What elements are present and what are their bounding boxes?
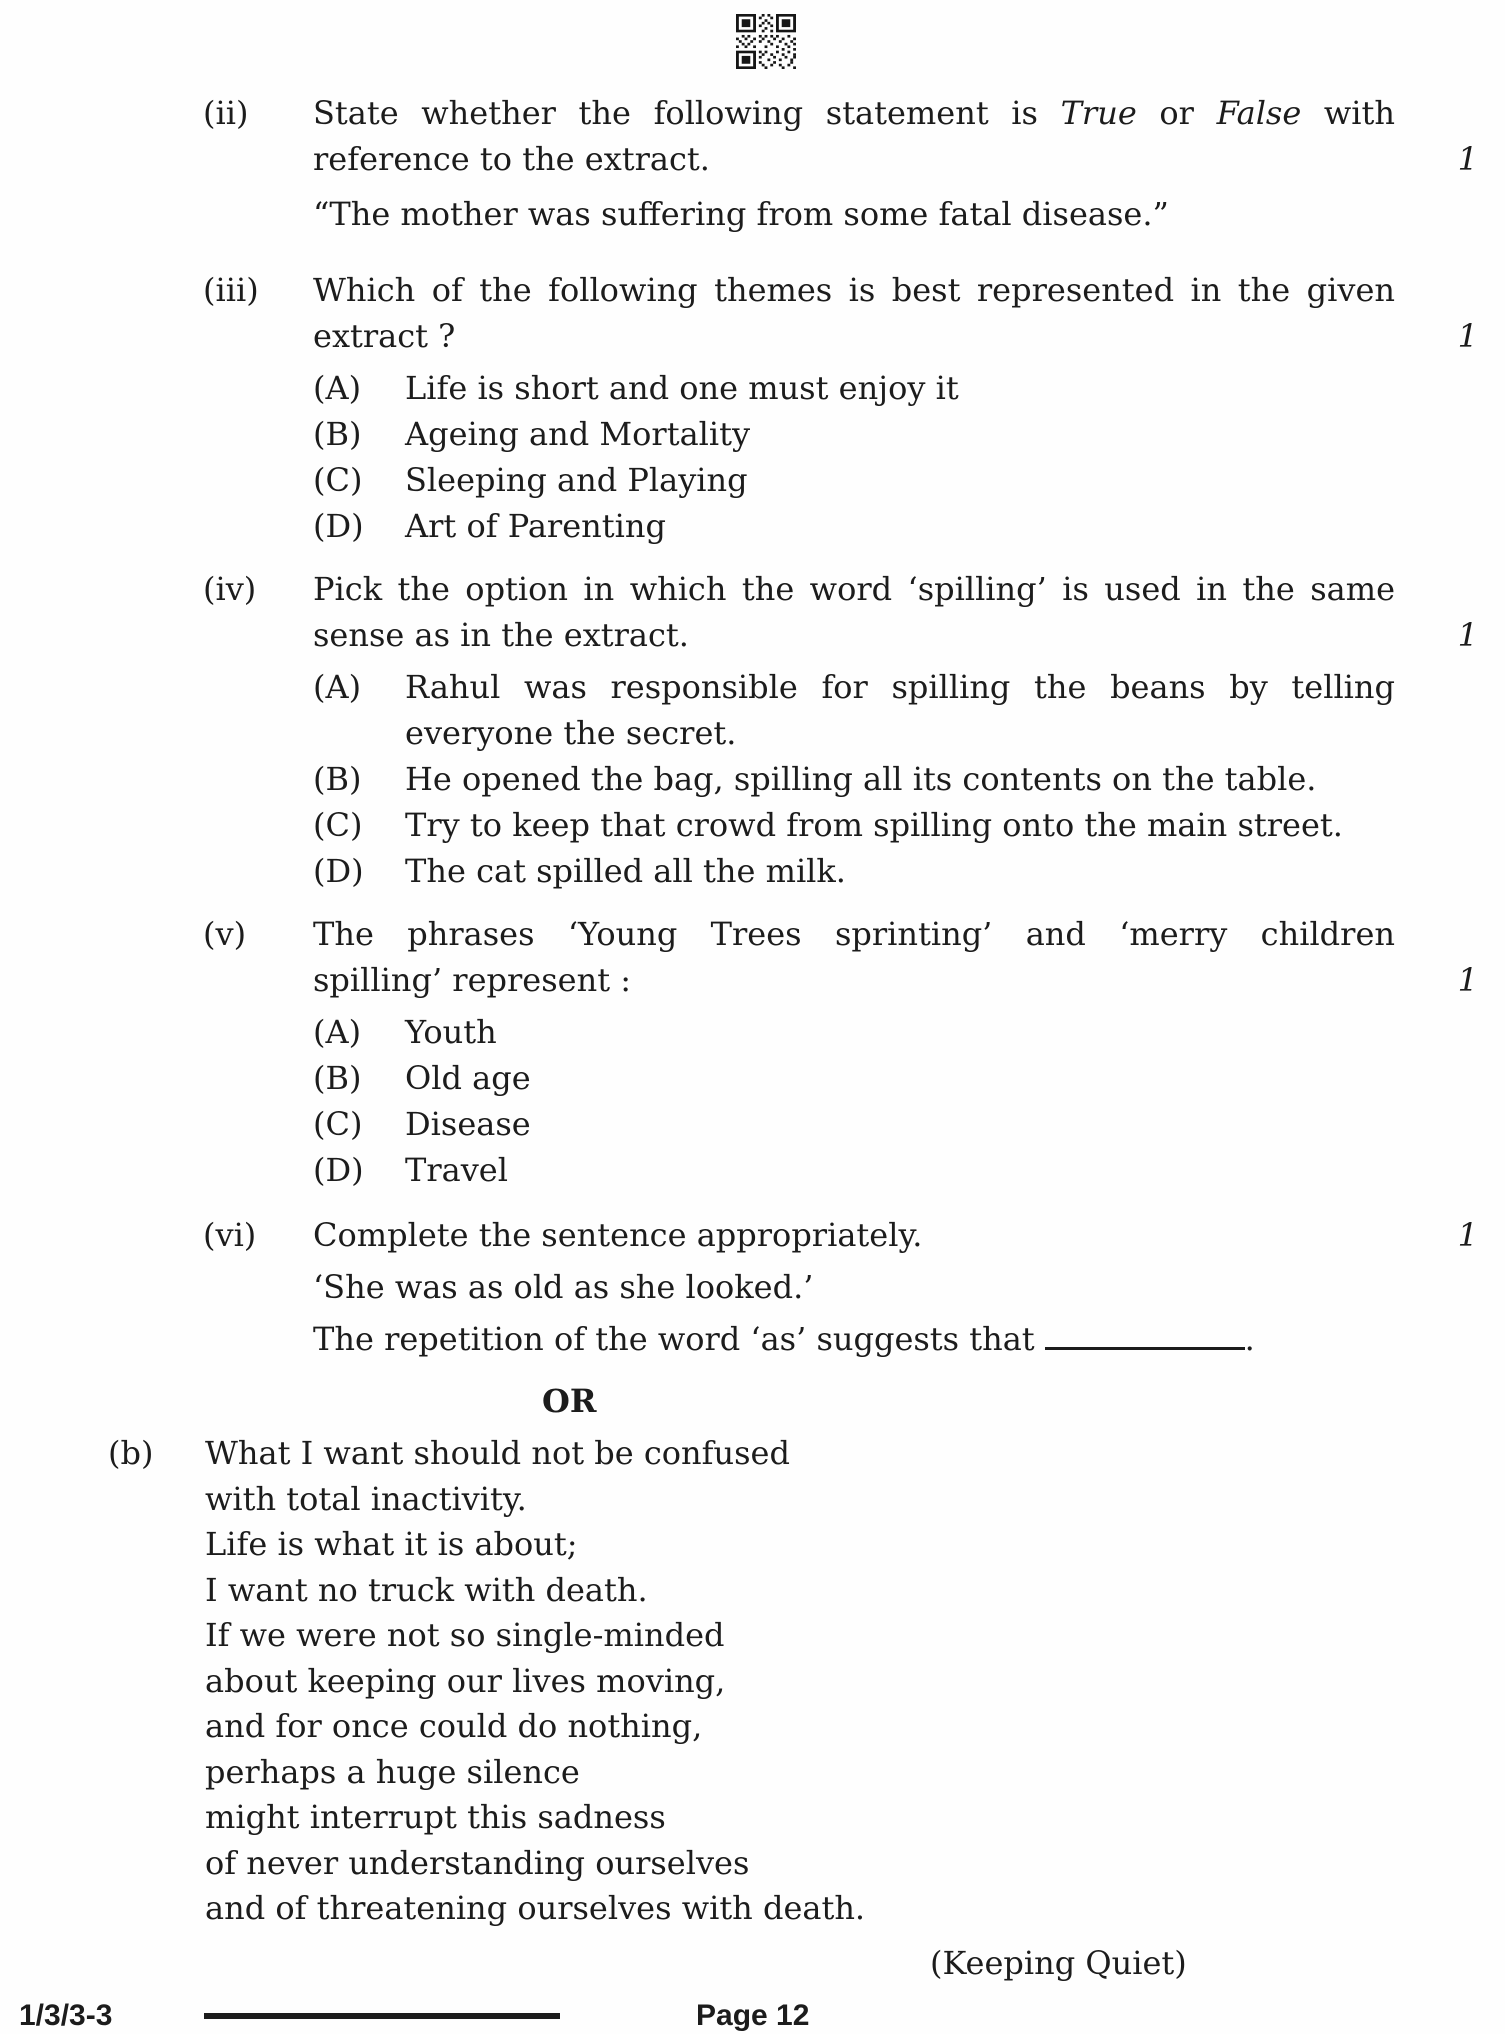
page-number: Page 12 [696,1999,810,2032]
question-text: or [1136,94,1217,132]
marks-badge: 1 [1457,317,1478,355]
option-text: Try to keep that crowd from spilling onto the main street. [405,806,1343,844]
italic-word-true: True [1060,94,1137,132]
option-text: Art of Parenting [405,507,666,545]
quoted-sentence: ‘She was as old as she looked.’ [313,1268,814,1306]
option-b [313,756,1395,802]
question-number: (v) [203,915,247,953]
poem-line: about keeping our lives moving, [205,1661,726,1700]
part-b [108,1431,1505,1932]
question-text-line: reference to the extract. [313,140,710,178]
or-separator: OR [542,1382,597,1420]
poem-line: of never understanding ourselves [205,1843,750,1882]
paper-code: 1/3/3-3 [19,1999,113,2032]
option-label: (A) [313,668,362,706]
option-label: (D) [313,1151,364,1189]
question-text-line [313,90,1395,136]
option-a [313,1009,1395,1055]
option-text: Old age [405,1059,531,1097]
poem-line: I want no truck with death. [205,1570,648,1609]
question-number: (iv) [203,570,257,608]
poem-line: What I want should not be confused [205,1434,790,1472]
option-label: (B) [313,1059,362,1097]
option-text: The cat spilled all the milk. [405,852,846,890]
italic-word-false: False [1216,94,1302,132]
option-a [313,365,1395,411]
option-label: (B) [313,415,362,453]
completion-text: The repetition of the word ‘as’ suggests that [313,1320,1035,1358]
poem-line: If we were not so single-minded [205,1616,725,1654]
question-body [313,566,1395,894]
question-text-line: The phrases ‘Young Trees sprinting’ and ‘merry children [313,915,1395,953]
option-c [313,457,1395,503]
quoted-statement: “The mother was suffering from some fatal disease.” [313,195,1169,233]
options-list [313,664,1395,894]
option-text-line: everyone the secret. [405,714,737,752]
poem-source: (Keeping Quiet) [930,1943,1187,1982]
option-c [313,1101,1395,1147]
question-iv [203,566,1505,894]
marks-badge: 1 [1457,616,1478,654]
option-label: (C) [313,1105,363,1143]
question-number: (ii) [203,94,249,132]
option-a [313,664,1395,756]
question-text: with [1301,94,1395,132]
poem-extract [205,1431,1505,1932]
question-text-line: sense as in the extract. [313,616,689,654]
option-label: (D) [313,852,364,890]
question-text-line: spilling’ represent : [313,961,632,999]
options-list [313,1009,1395,1193]
marks-badge: 1 [1457,961,1478,999]
question-text-line: extract ? [313,317,456,355]
poem-line: perhaps a huge silence [205,1752,580,1791]
option-text: Sleeping and Playing [405,461,748,499]
option-d [313,1147,1395,1193]
option-d [313,848,1395,894]
option-c [313,802,1395,848]
question-body [313,1212,1395,1362]
option-label: (C) [313,461,363,499]
poem-line: might interrupt this sadness [205,1798,666,1836]
option-text [405,664,1395,756]
option-text: Disease [405,1105,531,1143]
options-list [313,365,1395,549]
question-body [313,90,1395,237]
option-text: Travel [405,1151,508,1189]
marks-badge: 1 [1457,1216,1478,1254]
poem-line: and for once could do nothing, [205,1707,703,1745]
option-text: Youth [405,1013,497,1051]
fill-in-blank [1045,1347,1245,1350]
question-ii [203,90,1505,237]
question-iii [203,267,1505,549]
option-label: (C) [313,806,363,844]
completion-period: . [1244,1320,1255,1358]
qr-code-icon [736,14,796,69]
poem-line: and of threatening ourselves with death. [205,1889,866,1927]
question-body [313,267,1395,549]
option-label: (A) [313,369,362,407]
option-b [313,411,1395,457]
completion-line [313,1316,1395,1362]
poem-line: Life is what it is about; [205,1525,578,1563]
question-text-line: Complete the sentence appropriately. [313,1216,923,1254]
question-v [203,911,1505,1193]
part-label: (b) [108,1434,154,1472]
question-vi [203,1212,1505,1362]
option-label: (B) [313,760,362,798]
question-text-line: Which of the following themes is best represented in the given [313,271,1395,309]
marks-badge: 1 [1457,140,1478,178]
option-b [313,1055,1395,1101]
question-body [313,911,1395,1193]
option-text-line: Rahul was responsible for spilling the beans by telling [405,668,1395,706]
poem-line: with total inactivity. [205,1479,527,1518]
question-number: (iii) [203,271,259,309]
option-label: (A) [313,1013,362,1051]
option-text: Life is short and one must enjoy it [405,369,959,407]
option-text: Ageing and Mortality [405,415,751,453]
option-d [313,503,1395,549]
footer-divider [204,2013,560,2019]
question-text-line: Pick the option in which the word ‘spilling’ is used in the same [313,570,1395,608]
question-number: (vi) [203,1216,257,1254]
question-text: State whether the following statement is [313,94,1061,132]
option-text: He opened the bag, spilling all its contents on the table. [405,760,1317,798]
option-label: (D) [313,507,364,545]
